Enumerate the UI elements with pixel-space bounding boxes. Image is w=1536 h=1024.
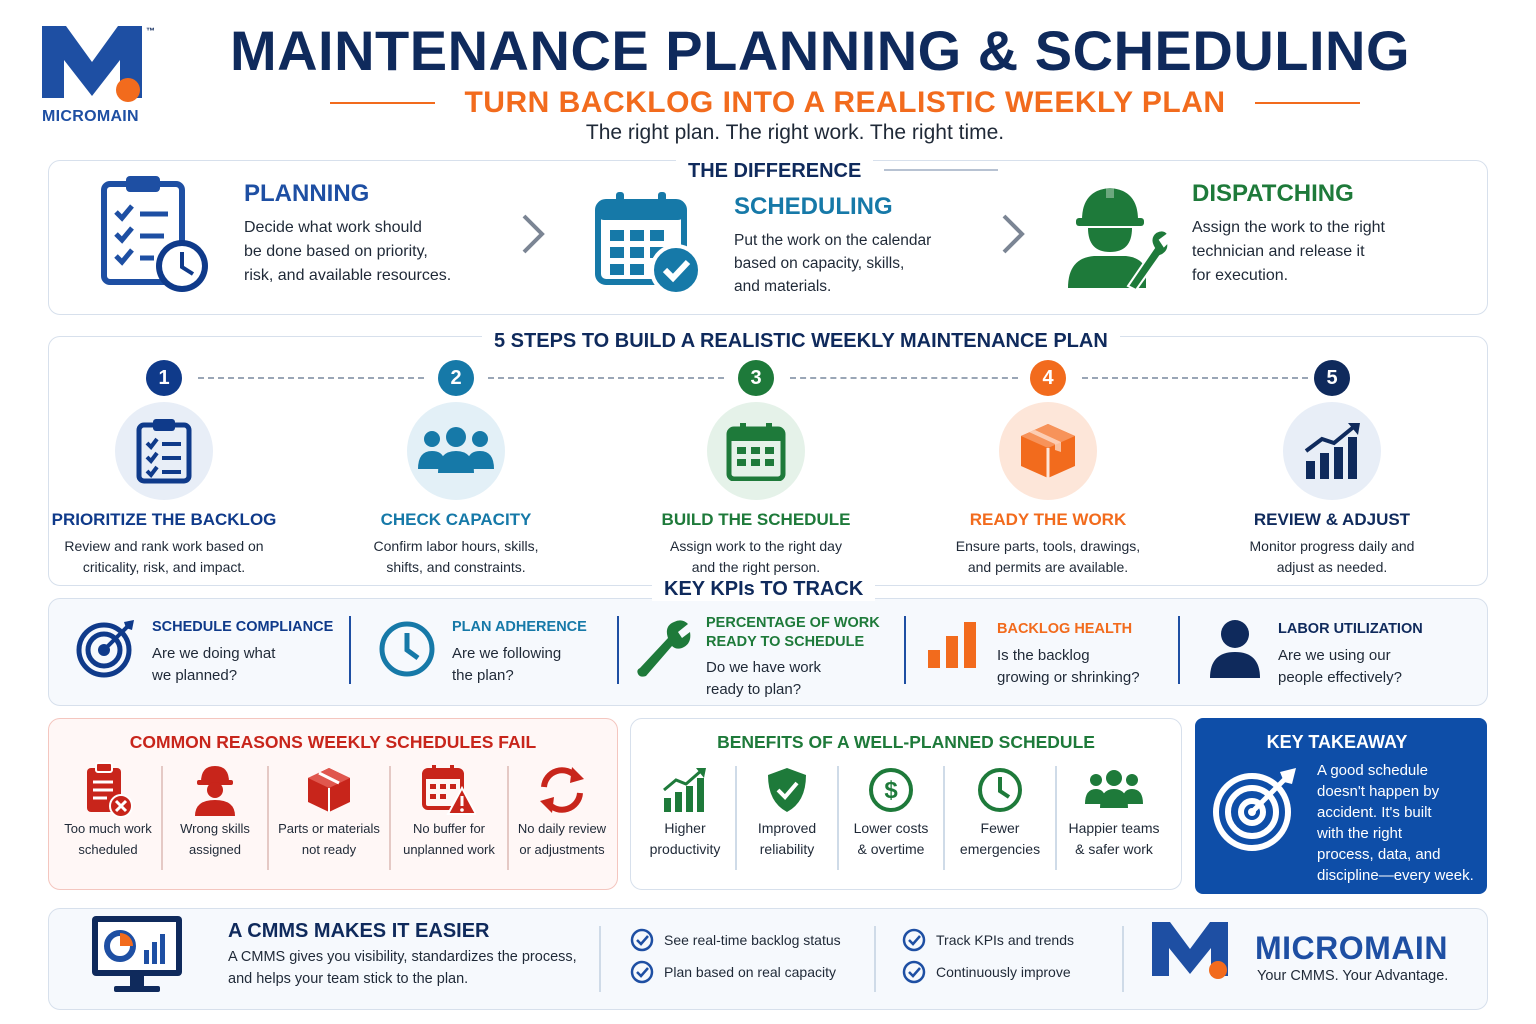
calendar-icon xyxy=(726,421,786,481)
kpi-desc-line: we planned? xyxy=(152,667,238,684)
subtitle-right-rule xyxy=(1255,102,1360,104)
dispatching-desc xyxy=(1192,216,1385,288)
person-icon xyxy=(1208,618,1262,685)
calendar-check-icon xyxy=(594,192,706,301)
reason-wrong-skills xyxy=(164,762,266,860)
reasons-divider xyxy=(389,766,391,870)
takeaway-line: with the right xyxy=(1317,825,1403,842)
clipboard-clock-icon xyxy=(98,174,210,299)
dollar-icon xyxy=(840,762,942,818)
benefit-label-line: emergencies xyxy=(959,841,1041,857)
takeaway-line: accident. It's built xyxy=(1317,804,1432,821)
chevron-right-icon xyxy=(518,212,546,266)
step-title: PRIORITIZE THE BACKLOG xyxy=(51,510,277,529)
step-desc xyxy=(626,536,886,578)
step-desc-line: and permits are available. xyxy=(967,559,1129,575)
growth-chart-icon xyxy=(1302,421,1362,481)
step-number: 1 xyxy=(146,360,182,396)
kpi-item-title: LABOR UTILIZATION xyxy=(1278,621,1423,637)
cmms-divider xyxy=(599,926,601,992)
kpi-desc-line: Are we using our xyxy=(1278,647,1391,664)
target-icon xyxy=(76,618,136,683)
benefit-label-line: & safer work xyxy=(1075,841,1153,857)
step-desc xyxy=(326,536,586,578)
scheduling-desc-line: and materials. xyxy=(734,278,832,295)
takeaway-line: process, data, and xyxy=(1317,846,1441,863)
page-title: MAINTENANCE PLANNING & SCHEDULING xyxy=(229,19,1411,82)
kpi-labor-utilization xyxy=(1278,620,1423,689)
kpi-desc-line: Are we doing what xyxy=(152,645,276,662)
cmms-check-label: Track KPIs and trends xyxy=(936,932,1074,948)
step-desc xyxy=(34,536,294,578)
step-title: READY THE WORK xyxy=(969,510,1127,529)
kpi-desc-line: Are we following xyxy=(452,645,562,662)
planning-block xyxy=(244,180,451,288)
planning-desc-line: Decide what work should xyxy=(244,219,422,236)
step-desc-line: Review and rank work based on xyxy=(64,538,264,554)
reason-label-line: assigned xyxy=(188,842,242,857)
benefits-divider xyxy=(837,766,839,870)
clipboard-list-icon xyxy=(135,417,193,485)
benefits-divider xyxy=(735,766,737,870)
step-desc-line: and the right person. xyxy=(691,559,821,575)
box-icon xyxy=(1017,420,1079,482)
scheduling-desc xyxy=(734,229,931,298)
reason-label-line: Too much work xyxy=(64,821,152,836)
dispatching-title: DISPATCHING xyxy=(1192,180,1354,207)
kpi-percentage-ready xyxy=(706,614,880,701)
trademark: ™ xyxy=(146,26,155,36)
step-number: 3 xyxy=(738,360,774,396)
benefit-fewer-emergencies xyxy=(946,762,1054,860)
cmms-check-label: See real-time backlog status xyxy=(664,932,841,948)
kpi-item-desc xyxy=(152,643,333,687)
benefit-label-line: productivity xyxy=(649,841,721,857)
step-number: 5 xyxy=(1314,360,1350,396)
reasons-divider xyxy=(267,766,269,870)
benefit-happier-teams xyxy=(1058,762,1170,860)
cmms-check-label: Plan based on real capacity xyxy=(664,964,836,980)
cmms-check-item xyxy=(630,960,836,984)
clipboard-x-icon xyxy=(56,762,160,818)
target-icon xyxy=(1212,764,1302,859)
scheduling-desc-line: Put the work on the calendar xyxy=(734,232,932,249)
cmms-desc xyxy=(228,946,588,990)
team-icon xyxy=(1058,762,1170,818)
takeaway-text xyxy=(1317,760,1483,886)
kpi-desc-line: the plan? xyxy=(452,667,514,684)
kpi-item-desc xyxy=(1278,645,1423,689)
benefits-divider xyxy=(943,766,945,870)
dispatching-desc-line: Assign the work to the right xyxy=(1192,219,1385,236)
takeaway-title: KEY TAKEAWAY xyxy=(1266,732,1408,752)
kpi-desc-line: people effectively? xyxy=(1278,669,1402,686)
check-circle-icon xyxy=(630,960,654,984)
cmms-check-label: Continuously improve xyxy=(936,964,1071,980)
kpi-divider xyxy=(349,616,351,684)
kpi-item-title: BACKLOG HEALTH xyxy=(997,621,1133,637)
planning-desc xyxy=(244,216,451,288)
cmms-check-item xyxy=(902,928,1074,952)
reason-label-line: No buffer for xyxy=(412,821,486,836)
worker-icon xyxy=(164,762,266,818)
reason-label-line: not ready xyxy=(301,842,357,857)
subtitle-row xyxy=(330,86,1360,122)
step-prioritize xyxy=(34,360,294,578)
monitor-dashboard-icon xyxy=(90,914,186,1001)
difference-title: THE DIFFERENCE xyxy=(676,159,873,183)
kpi-desc-line: Do we have work xyxy=(706,659,822,676)
micromain-wordmark: MICROMAIN xyxy=(1255,930,1448,966)
cmms-desc-line: A CMMS gives you visibility, standardizes the process, xyxy=(228,949,577,965)
cmms-divider xyxy=(1122,926,1124,992)
step-desc-line: shifts, and constraints. xyxy=(386,559,526,575)
step-desc-line: Confirm labor hours, skills, xyxy=(373,538,539,554)
kpi-item-desc xyxy=(452,643,587,687)
refresh-icon xyxy=(510,762,614,818)
dispatching-desc-line: technician and release it xyxy=(1192,243,1365,260)
tagline: The right plan. The right work. The right time. xyxy=(585,121,1005,144)
step-number: 2 xyxy=(438,360,474,396)
kpi-item-title: SCHEDULE COMPLIANCE xyxy=(152,619,334,635)
step-icon-circle xyxy=(1283,402,1381,500)
step-title: REVIEW & ADJUST xyxy=(1253,510,1411,529)
step-title: BUILD THE SCHEDULE xyxy=(661,510,851,529)
step-title: CHECK CAPACITY xyxy=(380,510,532,529)
bar-chart-icon xyxy=(928,620,980,675)
kpi-title: KEY KPIs TO TRACK xyxy=(652,578,875,601)
kpi-divider xyxy=(904,616,906,684)
dispatching-block xyxy=(1192,180,1385,288)
logo-brand-text: MICROMAIN xyxy=(42,108,139,125)
calendar-warning-icon xyxy=(392,762,506,818)
kpi-plan-adherence xyxy=(452,618,587,687)
scheduling-title: SCHEDULING xyxy=(734,193,893,220)
benefit-label-line: Happier teams xyxy=(1068,820,1160,836)
svg-text:$: $ xyxy=(884,777,898,804)
reason-label-line: scheduled xyxy=(78,842,138,857)
benefits-title: BENEFITS OF A WELL-PLANNED SCHEDULE xyxy=(717,732,1095,752)
team-icon xyxy=(418,427,494,475)
wrench-icon xyxy=(636,618,692,683)
step-build-schedule xyxy=(626,360,886,578)
step-desc-line: adjust as needed. xyxy=(1276,559,1388,575)
steps-title: 5 STEPS TO BUILD A REALISTIC WEEKLY MAINTENANCE PLAN xyxy=(482,330,1120,353)
step-number: 4 xyxy=(1030,360,1066,396)
takeaway-line: A good schedule xyxy=(1317,762,1428,779)
box-icon xyxy=(270,762,388,818)
dispatching-desc-line: for execution. xyxy=(1192,267,1289,284)
reasons-divider xyxy=(507,766,509,870)
kpi-title-line: PERCENTAGE OF WORK xyxy=(706,615,880,631)
step-desc-line: Assign work to the right day xyxy=(670,538,842,554)
step-icon-circle xyxy=(999,402,1097,500)
kpi-item-desc xyxy=(997,645,1140,689)
benefit-label-line: Improved xyxy=(757,820,817,836)
benefit-label-line: Fewer xyxy=(980,820,1020,836)
cmms-title: A CMMS MAKES IT EASIER xyxy=(228,920,490,942)
reason-label-line: Parts or materials xyxy=(278,821,380,836)
kpi-item-title: PLAN ADHERENCE xyxy=(452,619,587,635)
step-desc-line: criticality, risk, and impact. xyxy=(82,559,246,575)
cmms-divider xyxy=(874,926,876,992)
scheduling-block xyxy=(734,193,931,298)
m-logo-icon xyxy=(1152,922,1232,987)
kpi-divider xyxy=(1178,616,1180,684)
check-circle-icon xyxy=(630,928,654,952)
reason-label-line: or adjustments xyxy=(519,842,605,857)
reason-no-buffer xyxy=(392,762,506,860)
micromain-tagline: Your CMMS. Your Advantage. xyxy=(1257,968,1449,984)
step-icon-circle xyxy=(115,402,213,500)
clock-icon xyxy=(946,762,1054,818)
kpi-item-desc xyxy=(706,657,880,701)
benefit-label-line: Higher xyxy=(664,820,706,836)
cmms-check-item xyxy=(630,928,841,952)
planning-desc-line: risk, and available resources. xyxy=(244,267,452,284)
benefit-label-line: & overtime xyxy=(857,841,925,857)
reason-label-line: Wrong skills xyxy=(180,821,250,836)
scheduling-desc-line: based on capacity, skills, xyxy=(734,255,905,272)
step-desc-line: Ensure parts, tools, drawings, xyxy=(955,538,1141,554)
check-circle-icon xyxy=(902,928,926,952)
reason-parts-not-ready xyxy=(270,762,388,860)
cmms-check-item xyxy=(902,960,1071,984)
reasons-title: COMMON REASONS WEEKLY SCHEDULES FAIL xyxy=(129,732,537,752)
kpi-schedule-compliance xyxy=(152,618,333,687)
kpi-title-line: READY TO SCHEDULE xyxy=(706,634,865,650)
step-icon-circle xyxy=(407,402,505,500)
kpi-divider xyxy=(617,616,619,684)
difference-title-rule xyxy=(884,169,998,171)
kpi-item-title xyxy=(706,614,880,652)
step-desc xyxy=(918,536,1178,578)
reason-label-line: No daily review xyxy=(517,821,607,836)
kpi-desc-line: Is the backlog xyxy=(997,647,1090,664)
reason-label-line: unplanned work xyxy=(403,842,495,857)
step-review-adjust xyxy=(1202,360,1462,578)
benefit-label-line: reliability xyxy=(759,841,815,857)
kpi-desc-line: ready to plan? xyxy=(706,681,802,698)
step-desc-line: Monitor progress daily and xyxy=(1249,538,1415,554)
step-check-capacity xyxy=(326,360,586,578)
takeaway-line: doesn't happen by xyxy=(1317,783,1440,800)
micromain-logo xyxy=(42,26,162,130)
benefit-productivity xyxy=(636,762,734,860)
benefit-label-line: Lower costs xyxy=(853,820,929,836)
kpi-backlog-health xyxy=(997,620,1140,689)
page-subtitle: TURN BACKLOG INTO A REALISTIC WEEKLY PLAN xyxy=(464,86,1226,119)
check-circle-icon xyxy=(902,960,926,984)
step-icon-circle xyxy=(707,402,805,500)
reason-no-daily-review xyxy=(510,762,614,860)
shield-check-icon xyxy=(738,762,836,818)
reasons-divider xyxy=(161,766,163,870)
benefit-reliability xyxy=(738,762,836,860)
kpi-desc-line: growing or shrinking? xyxy=(997,669,1140,686)
cmms-desc-line: and helps your team stick to the plan. xyxy=(228,971,469,987)
m-logo-icon xyxy=(42,26,146,106)
takeaway-line: discipline—every week. xyxy=(1317,867,1474,884)
benefit-lower-costs xyxy=(840,762,942,860)
technician-wrench-icon xyxy=(1064,180,1168,295)
growth-chart-icon xyxy=(636,762,734,818)
step-desc xyxy=(1202,536,1462,578)
planning-desc-line: be done based on priority, xyxy=(244,243,428,260)
planning-title: PLANNING xyxy=(244,180,370,207)
step-ready-work xyxy=(918,360,1178,578)
chevron-right-icon xyxy=(998,212,1026,266)
clock-icon xyxy=(378,620,436,683)
reason-too-much-work xyxy=(56,762,160,860)
benefits-divider xyxy=(1055,766,1057,870)
